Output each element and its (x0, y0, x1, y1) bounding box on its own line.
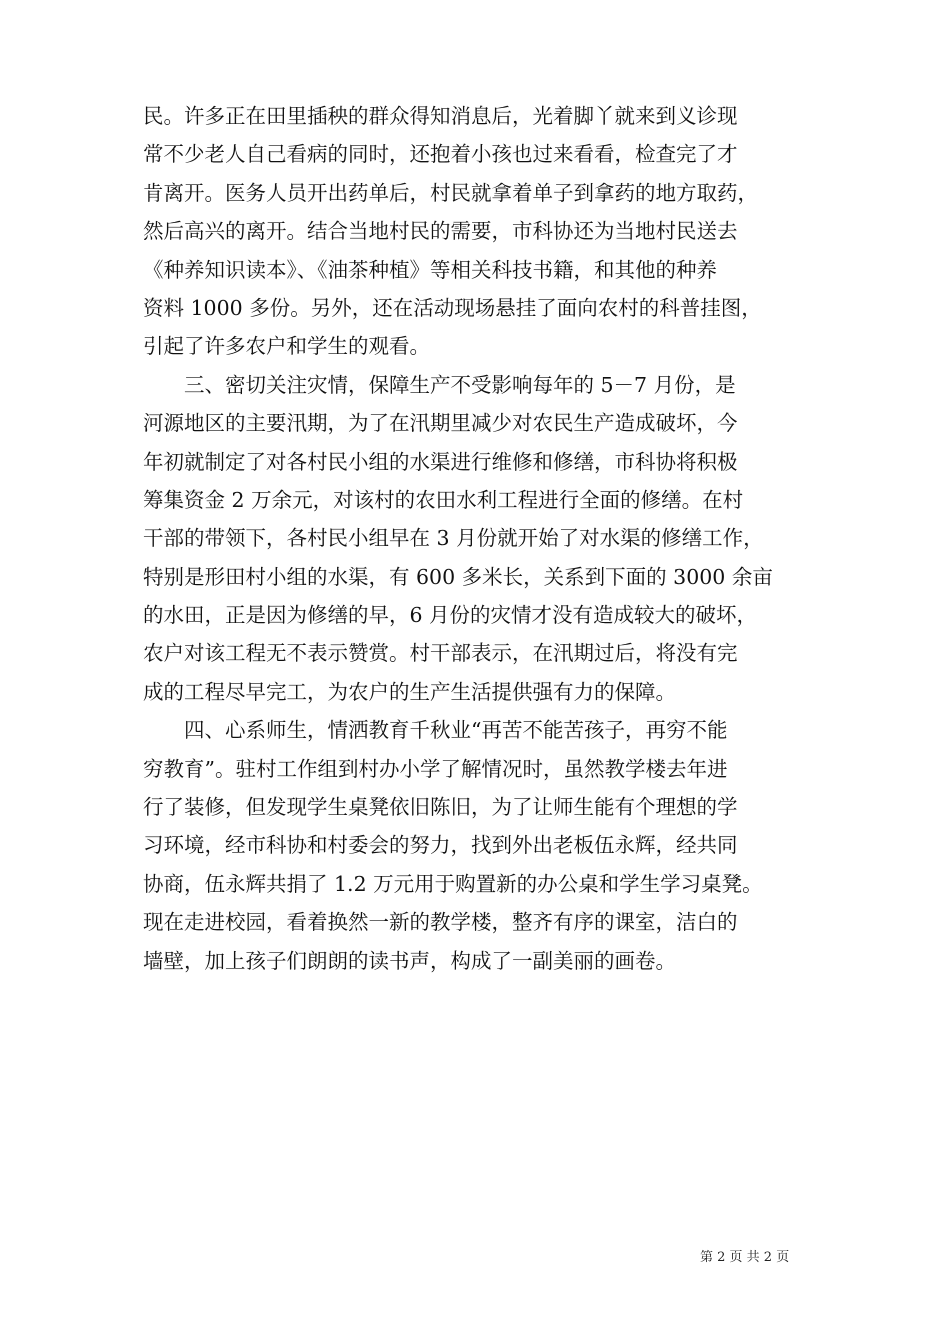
text-line: 穷教育”。驻村工作组到村办小学了解情况时，虽然教学楼去年进 (143, 756, 728, 781)
text-line: 河源地区的主要汛期，为了在汛期里减少对农民生产造成破坏，今 (143, 411, 738, 436)
text-line: 习环境，经市科协和村委会的努力，找到外出老板伍永辉，经共同 (143, 833, 738, 858)
text-line: 年初就制定了对各村民小组的水渠进行维修和修缮，市科协将积极 (143, 449, 738, 474)
document-body (143, 97, 813, 980)
page-number-footer: 第 2 页 共 2 页 (700, 1250, 790, 1265)
text-line: 干部的带领下，各村民小组早在 3 月份就开始了对水渠的修缮工作， (143, 526, 764, 551)
text-line: 的水田，正是因为修缮的早，6 月份的灾情才没有造成较大的破坏， (143, 603, 758, 628)
text-line: 引起了许多农户和学生的观看。 (143, 334, 430, 359)
text-line: 成的工程尽早完工，为农户的生产生活提供强有力的保障。 (143, 679, 676, 704)
text-line: 《种养知识读本》、《油茶种植》等相关科技书籍，和其他的种养 (143, 257, 717, 282)
text-line: 行了装修，但发现学生桌凳依旧陈旧，为了让师生能有个理想的学 (143, 795, 738, 820)
text-line: 筹集资金 2 万余元，对该村的农田水利工程进行全面的修缮。在村 (143, 487, 744, 512)
text-line: 农户对该工程无不表示赞赏。村干部表示，在汛期过后，将没有完 (143, 641, 738, 666)
text-line: 现在走进校园，看着换然一新的教学楼，整齐有序的课室，洁白的 (143, 910, 738, 935)
text-line: 常不少老人自己看病的同时，还抱着小孩也过来看看，检查完了才 (143, 142, 738, 167)
text-line: 资料 1000 多份。另外，还在活动现场悬挂了面向农村的科普挂图， (143, 295, 762, 320)
text-line: 肯离开。医务人员开出药单后，村民就拿着单子到拿药的地方取药， (143, 180, 758, 205)
text-line: 然后高兴的离开。结合当地村民的需要，市科协还为当地村民送去 (143, 219, 738, 244)
text-line: 协商，伍永辉共捐了 1.2 万元用于购置新的办公桌和学生学习桌凳。 (143, 871, 763, 896)
paragraph-first-line: 四、心系师生，情洒教育千秋业“再苦不能苦孩子，再穷不能 (184, 718, 728, 743)
paragraph-first-line: 三、密切关注灾情，保障生产不受影响每年的 5－7 月份，是 (184, 372, 736, 397)
text-line: 特别是形田村小组的水渠，有 600 多米长，关系到下面的 3000 余亩 (143, 564, 773, 589)
text-line: 墙壁，加上孩子们朗朗的读书声，构成了一副美丽的画卷。 (143, 948, 676, 973)
text-line: 民。许多正在田里插秧的群众得知消息后，光着脚丫就来到义诊现 (143, 104, 738, 128)
